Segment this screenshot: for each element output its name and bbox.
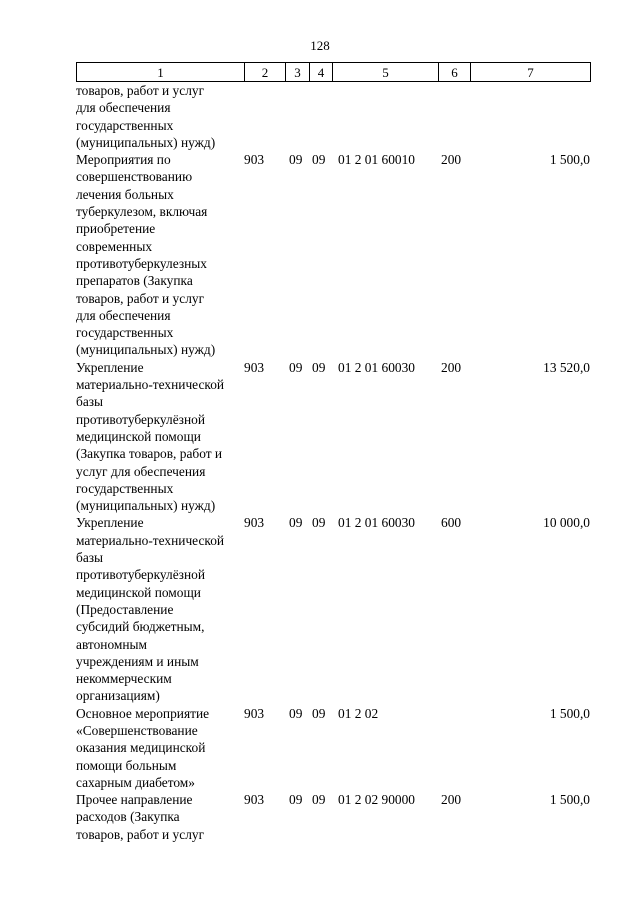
table-row — [0, 705, 640, 791]
column-header-6: 6 — [439, 63, 471, 82]
row-name-line: некоммерческим — [76, 671, 172, 687]
row-name-line: совершенствованию — [76, 169, 193, 185]
row-name-line: препаратов (Закупка — [76, 273, 193, 289]
row-name — [76, 151, 246, 359]
row-name-line: учреждениям и иным — [76, 653, 199, 669]
row-name — [76, 791, 246, 843]
row-name-line: (Предоставление — [76, 601, 174, 617]
row-name-line: материально-технической — [76, 532, 225, 548]
ministry-code: 903 — [244, 705, 265, 721]
row-name-line: оказания медицинской — [76, 740, 206, 756]
column-header-2: 2 — [245, 63, 286, 82]
row-name-line: материально-технической — [76, 377, 225, 393]
expense-type-code: 200 — [441, 792, 462, 808]
section-code: 09 — [289, 359, 303, 375]
subsection-code: 09 — [312, 705, 326, 721]
subsection-code: 09 — [312, 792, 326, 808]
expense-type-code: 600 — [441, 515, 462, 531]
row-name-line: противотуберкулёзной — [76, 411, 205, 427]
ministry-code: 903 — [244, 152, 265, 168]
row-name-line: современных — [76, 238, 153, 254]
row-name-line: Укрепление — [76, 515, 144, 531]
row-name-line: (муниципальных) нужд) — [76, 342, 216, 358]
ministry-code: 903 — [244, 515, 265, 531]
row-name-line: Прочее направление — [76, 792, 193, 808]
row-name-line: государственных — [76, 325, 174, 341]
ministry-code: 903 — [244, 792, 265, 808]
row-name-line: Основное мероприятие — [76, 705, 210, 721]
ministry-code: 903 — [244, 359, 265, 375]
budget-table-body — [0, 82, 640, 843]
row-name-line: «Совершенствование — [76, 722, 198, 738]
column-header-7: 7 — [471, 63, 591, 82]
row-name — [76, 82, 246, 151]
table-row — [0, 514, 640, 704]
amount: 1 500,0 — [549, 705, 590, 721]
row-name-line: Мероприятия по — [76, 152, 171, 168]
row-name-line: автономным — [76, 636, 148, 652]
row-name-line: (муниципальных) нужд) — [76, 498, 216, 514]
row-name-line: расходов (Закупка — [76, 809, 180, 825]
subsection-code: 09 — [312, 359, 326, 375]
row-name-line: (Закупка товаров, работ и — [76, 446, 223, 462]
target-article-code: 01 2 01 60030 — [338, 515, 415, 531]
amount: 10 000,0 — [543, 515, 590, 531]
target-article-code: 01 2 02 — [338, 705, 379, 721]
target-article-code: 01 2 01 60010 — [338, 152, 415, 168]
section-code: 09 — [289, 515, 303, 531]
column-header-4: 4 — [310, 63, 333, 82]
column-header-row — [77, 63, 591, 82]
row-name — [76, 705, 246, 791]
subsection-code: 09 — [312, 515, 326, 531]
row-name-line: противотуберкулезных — [76, 255, 207, 271]
subsection-code: 09 — [312, 152, 326, 168]
table-row — [0, 791, 640, 843]
expense-type-code: 200 — [441, 152, 462, 168]
row-name-line: товаров, работ и услуг — [76, 290, 205, 306]
table-row — [0, 359, 640, 515]
row-name-line: противотуберкулёзной — [76, 567, 205, 583]
column-header-table — [76, 62, 591, 82]
row-name — [76, 359, 246, 515]
row-name-line: товаров, работ и услуг — [76, 826, 205, 842]
column-header-3: 3 — [286, 63, 310, 82]
row-name-line: для обеспечения — [76, 307, 171, 323]
row-name-line: помощи больным — [76, 757, 177, 773]
section-code: 09 — [289, 792, 303, 808]
row-name-line: услуг для обеспечения — [76, 463, 206, 479]
column-header-5: 5 — [333, 63, 439, 82]
row-name-line: базы — [76, 550, 104, 566]
expense-type-code: 200 — [441, 359, 462, 375]
row-name-line: сахарным диабетом» — [76, 774, 195, 790]
row-name-line: товаров, работ и услуг — [76, 83, 205, 98]
row-name-line: Укрепление — [76, 359, 144, 375]
section-code: 09 — [289, 152, 303, 168]
row-name-line: организациям) — [76, 688, 160, 704]
row-name-line: медицинской помощи — [76, 428, 201, 444]
section-code: 09 — [289, 705, 303, 721]
row-name-line: приобретение — [76, 221, 156, 237]
page-number: 128 — [310, 38, 330, 53]
row-name-line: лечения больных — [76, 186, 174, 202]
row-name-line: туберкулезом, включая — [76, 204, 208, 220]
row-name-line: государственных — [76, 480, 174, 496]
row-name-line: (муниципальных) нужд) — [76, 134, 216, 150]
table-row — [0, 151, 640, 359]
amount: 1 500,0 — [549, 152, 590, 168]
target-article-code: 01 2 01 60030 — [338, 359, 415, 375]
table-row — [0, 82, 640, 151]
row-name-line: субсидий бюджетным, — [76, 619, 205, 635]
column-header-1: 1 — [77, 63, 245, 82]
row-name-line: базы — [76, 394, 104, 410]
row-name — [76, 514, 246, 704]
target-article-code: 01 2 02 90000 — [338, 792, 415, 808]
row-name-line: государственных — [76, 117, 174, 133]
amount: 13 520,0 — [543, 359, 590, 375]
amount: 1 500,0 — [549, 792, 590, 808]
row-name-line: медицинской помощи — [76, 584, 201, 600]
row-name-line: для обеспечения — [76, 100, 171, 116]
